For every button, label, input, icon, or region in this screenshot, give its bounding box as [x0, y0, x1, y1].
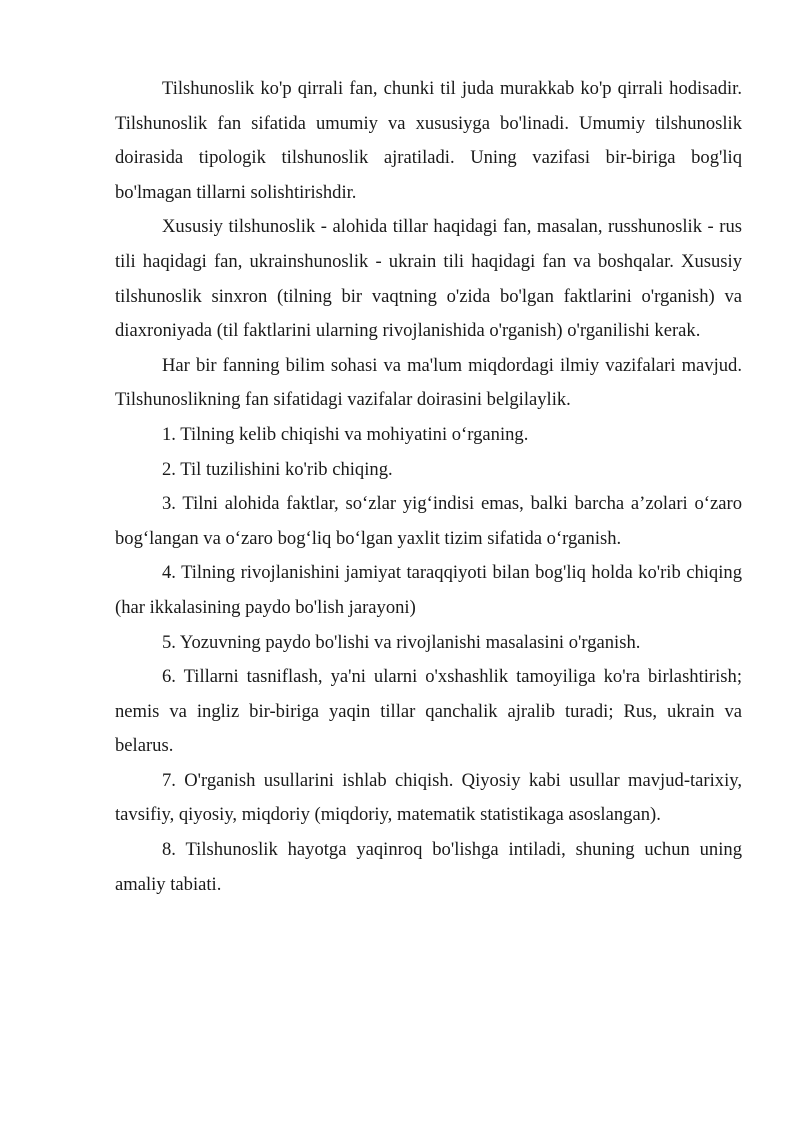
- list-item-4: 4. Tilning rivojlanishini jamiyat taraqqiyoti bilan bog'liq holda ko'rib chiqing (har ikkalasining paydo bo'lish jarayoni): [115, 562, 742, 618]
- paragraph-tasks-intro: Har bir fanning bilim sohasi va ma'lum miqdordagi ilmiy vazifalari mavjud. Tilshunoslikning fan sifatidagi vazifalar doirasini belgilaylik.: [115, 354, 742, 411]
- list-item-7: 7. O'rganish usullarini ishlab chiqish. Qiyosiy kabi usullar mavjud-tarixiy, tavsifiy, qiyosiy, miqdoriy (miqdoriy, matematik statistikaga asoslangan).: [115, 769, 742, 826]
- paragraph-intro: Tilshunoslik ko'p qirrali fan, chunki til juda murakkab ko'p qirrali hodisadir. Tilshunoslik fan sifatida umumiy va xususiyga bo'linadi. Umumiy tilshunoslik doirasida tipologik tilshunoslik ajratiladi. Uning vazifasi bir-biriga bog'liq bo'lmagan tillarni solishtirishdir.: [115, 78, 742, 203]
- document-page: [115, 72, 742, 902]
- paragraph-private-linguistics: Xususiy tilshunoslik - alohida tillar haqidagi fan, masalan, russhunoslik - rus tili haqidagi fan, ukrainshunoslik - ukrain tili haqidagi fan va boshqalar. Xususiy tilshunoslik sinxron (tilning bir vaqtning o'zida bo'lgan faktlarini o'rganish) va diaxroniyada (til faktlarini ularning rivojlanishida o'rganish) o'rganilishi kerak.: [115, 216, 742, 342]
- list-item-8: 8. Tilshunoslik hayotga yaqinroq bo'lishga intiladi, shuning uchun uning amaliy tabiati.: [115, 839, 742, 895]
- list-item-5: 5. Yozuvning paydo bo'lishi va rivojlanishi masalasini o'rganish.: [162, 631, 641, 653]
- list-item-2: 2. Til tuzilishini ko'rib chiqing.: [162, 458, 393, 480]
- list-item-6: 6. Tillarni tasniflash, ya'ni ularni o'xshashlik tamoyiliga ko'ra birlashtirish; nemis va ingliz bir-biriga yaqin tillar qanchalik ajralib turadi; Rus, ukrain va belarus.: [115, 666, 742, 757]
- list-item-3: 3. Tilni alohida faktlar, so‘zlar yig‘indisi emas, balki barcha a’zolari o‘zaro bog‘langan va o‘zaro bog‘liq bo‘lgan yaxlit tizim sifatida o‘rganish.: [115, 493, 742, 549]
- list-item-1: 1. Tilning kelib chiqishi va mohiyatini o‘rganing.: [162, 423, 529, 445]
